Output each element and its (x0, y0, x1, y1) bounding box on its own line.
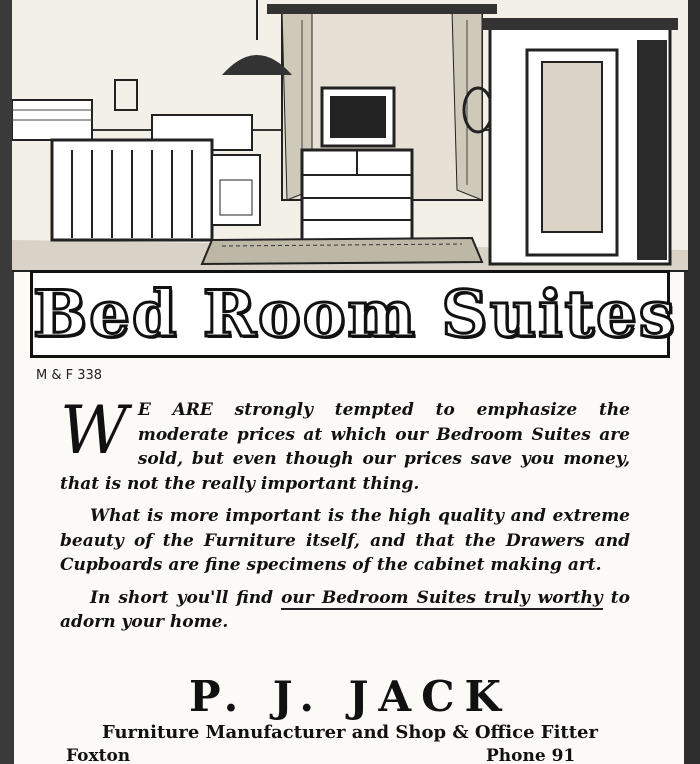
firm-name: P. J. JACK (188, 672, 512, 721)
firm-phone: Phone 91 (486, 746, 576, 764)
paragraph-3 (60, 586, 630, 635)
paragraph-1-text: E ARE strongly tempted to emphasize the moderate prices at which our Bedroom Suites are sold, but even though our prices save you money, that is not the really important thing. (60, 400, 630, 494)
paragraph-3-end: to adorn your home. (60, 587, 630, 632)
ad-body (60, 392, 630, 643)
reference-code: M & F 338 (36, 368, 103, 383)
bedroom-illustration (12, 0, 688, 272)
ad-title: Bed Room Suites (33, 277, 677, 352)
paragraph-1 (60, 392, 630, 496)
firm-town: Foxton (66, 746, 131, 764)
wardrobe-icon (482, 18, 678, 264)
firm-trade: Furniture Manufacturer and Shop & Office Fitter (102, 722, 598, 743)
rug-icon (202, 238, 482, 264)
paragraph-3-start: In short you'll find (90, 587, 282, 608)
drop-cap: W (60, 392, 128, 469)
paragraph-3-highlight: our Bedroom Suites truly worthy (281, 587, 603, 608)
paragraph-2: What is more important is the high quality and extreme beauty of the Furniture itself, and that the Drawers and Cupboards are fine specimens of the cabinet making art. (60, 506, 630, 575)
title-banner (30, 270, 677, 358)
